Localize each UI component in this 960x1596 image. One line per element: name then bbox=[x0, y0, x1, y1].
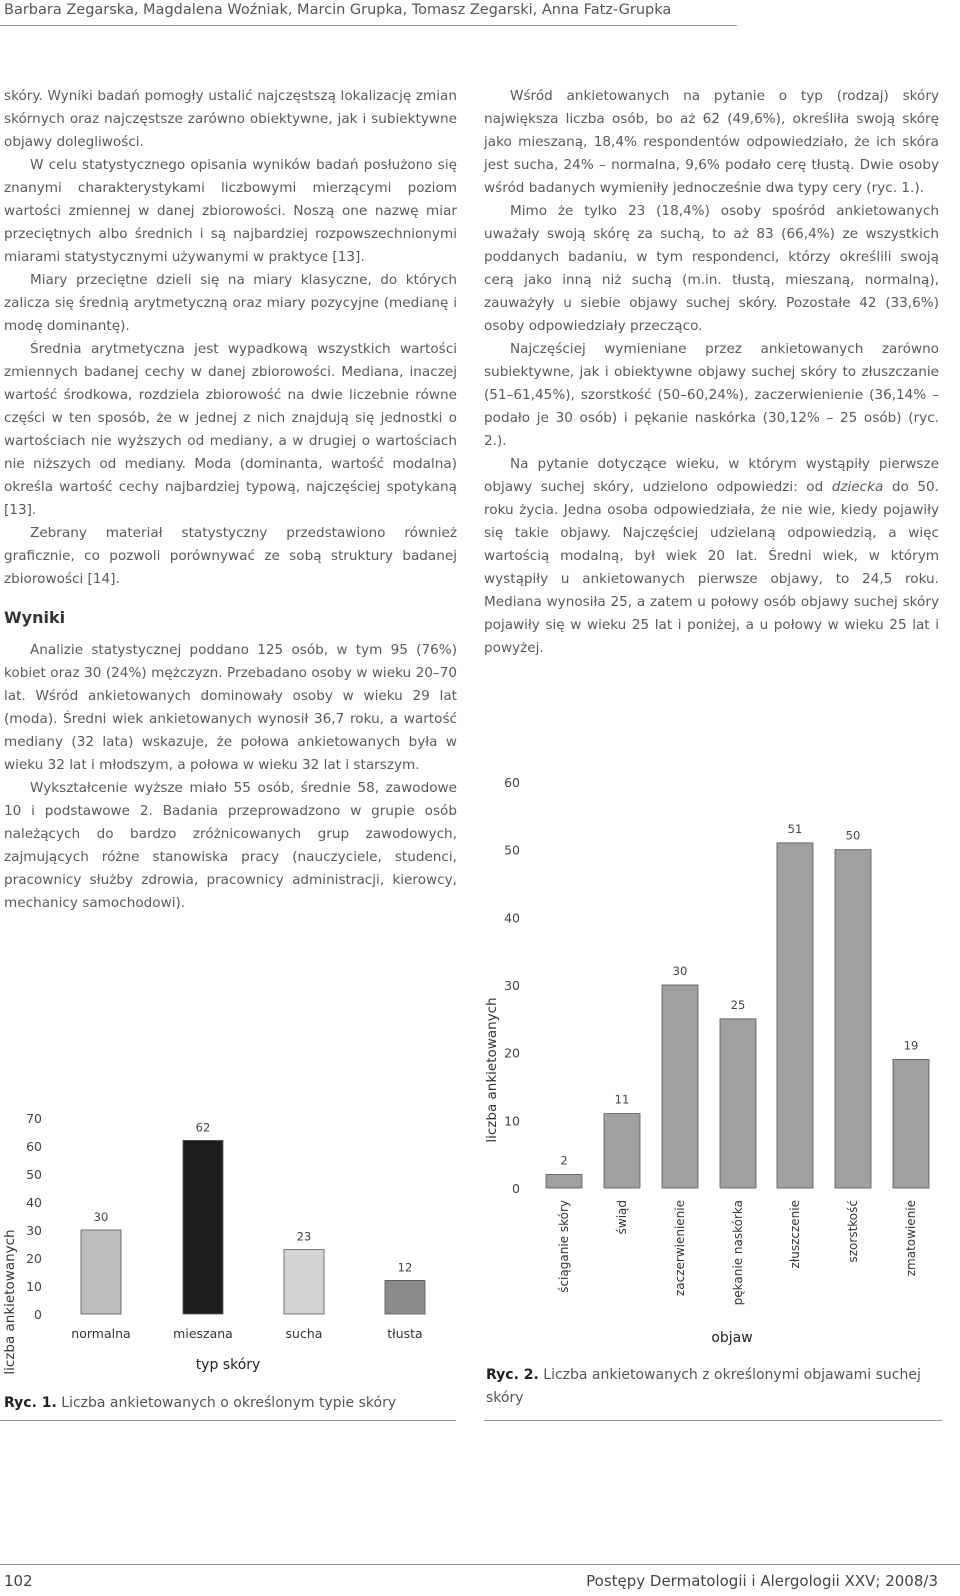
fig2-category-label: szorstkość bbox=[846, 1200, 860, 1263]
fig1-bars bbox=[81, 1140, 425, 1314]
page-number: 102 bbox=[4, 1572, 33, 1590]
right-paragraph-4b: do 50. roku życia. Jedna osoba odpowiedziała, że nie wie, kiedy pojawiły się takie objawy. Najczęściej udzielaną odpowiedzią, a więc wartością modalną, był wiek 20 lat. Średni wiek, w którym wystąpiły u ankietowanych pierwsze objawy, to 24,5 roku. Mediana wynosiła 25, a zatem u połowy osób objawy suchej skóry pojawiły się w wieku 25 lat i poniżej, a u połowy w wieku 25 lat i powyżej. bbox=[484, 479, 939, 656]
right-paragraph-2: Mimo że tylko 23 (18,4%) osoby spośród ankietowanych uważały swoją skórę za suchą, to aż 83 (66,4%) ze wszystkich poddanych badaniu, w tym respondenci, którzy określili swoją cerą jako inną niż suchą (m.in. tłustą, mieszaną, normalną), zauważyły u siebie objawy suchej skóry. Pozostałe 42 (33,6%) osoby odpowiedziały przecząco. bbox=[484, 203, 939, 334]
fig2-ytick: 20 bbox=[504, 1045, 520, 1061]
left-paragraph-1: skóry. Wyniki badań pomogły ustalić najczęstszą lokalizację zmian skórnych oraz najczęstsze zarówno obiektywne, jak i subiektywne objawy dolegliwości. bbox=[4, 88, 457, 150]
fig2-category-label: złuszczenie bbox=[788, 1200, 802, 1269]
right-paragraph-4a: Na pytanie dotyczące wieku, w którym wystąpiły pierwsze objawy suchej skóry, udzielono odpowiedzi: od bbox=[484, 456, 939, 495]
right-paragraph-4-emphasis: dziecka bbox=[831, 479, 884, 495]
fig2-bar bbox=[604, 1114, 640, 1188]
fig2-category-label: ściąganie skóry bbox=[557, 1200, 571, 1293]
left-paragraph-6: Analizie statystycznej poddano 125 osób, w tym 95 (76%) kobiet oraz 30 (24%) mężczyzn. Przebadano osoby w wieku 20–70 lat. Wśród ankietowanych dominowały osoby w wieku 29 lat (moda). Średni wiek ankietowanych wynosił 36,7 roku, a wartość mediany (32 lata) wskazuje, że połowa ankietowanych była w wieku 32 lat i młodszym, a połowa w wieku 32 lat i starszym. bbox=[4, 642, 457, 773]
fig2-ytick: 10 bbox=[504, 1113, 520, 1129]
fig2-category-label: zaczerwienienie bbox=[673, 1200, 687, 1297]
fig1-bar bbox=[183, 1140, 223, 1314]
fig1-rule bbox=[0, 1420, 456, 1421]
fig1-ytick: 60 bbox=[26, 1139, 42, 1154]
fig2-caption-text: Liczba ankietowanych z określonymi objawami suchej skóry bbox=[486, 1367, 921, 1406]
fig2-value-label: 19 bbox=[903, 1038, 919, 1053]
fig2-category-label: pękanie naskórka bbox=[731, 1200, 745, 1306]
fig2-bar-chart bbox=[482, 770, 947, 1355]
fig2-bar bbox=[893, 1059, 929, 1188]
journal-name: Postępy Dermatologii i Alergologii XXV; 2008/3 bbox=[586, 1572, 938, 1590]
fig2-xlabel: objaw bbox=[711, 1330, 753, 1346]
fig1-category-label: sucha bbox=[285, 1326, 323, 1341]
fig2-value-label: 11 bbox=[614, 1092, 630, 1107]
fig2-bar bbox=[777, 843, 813, 1188]
fig1-value-label: 12 bbox=[397, 1260, 413, 1275]
fig1-caption-label: Ryc. 1. bbox=[4, 1395, 57, 1411]
fig1-ytick: 50 bbox=[26, 1167, 42, 1182]
fig1-ytick: 10 bbox=[26, 1279, 42, 1294]
fig2-value-label: 30 bbox=[672, 964, 688, 978]
fig1-ytick: 70 bbox=[26, 1111, 42, 1126]
fig2-value-label: 2 bbox=[560, 1153, 568, 1168]
fig2-category-label: świąd bbox=[615, 1200, 629, 1235]
right-paragraph-4 bbox=[484, 453, 939, 660]
fig1-category-label: normalna bbox=[71, 1326, 131, 1341]
fig1-value-label: 62 bbox=[195, 1120, 211, 1135]
fig1-xlabel: typ skóry bbox=[195, 1357, 261, 1373]
fig1-category-labels bbox=[71, 1326, 422, 1341]
fig2-category-labels bbox=[557, 1200, 918, 1305]
fig1-category-label: tłusta bbox=[387, 1326, 423, 1341]
fig1-ylabel: liczba ankietowanych bbox=[2, 1229, 18, 1375]
fig2-value-label: 51 bbox=[787, 821, 803, 836]
fig2-ytick: 50 bbox=[504, 842, 520, 858]
footer-rule bbox=[0, 1564, 960, 1565]
left-column bbox=[4, 85, 457, 915]
left-paragraph-5: Zebrany materiał statystyczny przedstawiono również graficznie, co pozwoli porównywać ze sobą struktury badanej zbiorowości [14]. bbox=[4, 525, 457, 587]
fig2-y-ticks bbox=[504, 775, 520, 1196]
left-paragraph-3: Miary przeciętne dzieli się na miary klasyczne, do których zalicza się średnią arytmetyczną oraz miary pozycyjne (medianę i modę dominantę). bbox=[4, 272, 457, 334]
fig1-caption-text: Liczba ankietowanych o określonym typie skóry bbox=[56, 1395, 397, 1411]
fig1-bar bbox=[284, 1250, 324, 1314]
header-rule bbox=[0, 25, 737, 26]
fig2-ytick: 30 bbox=[504, 978, 520, 993]
fig2-rule bbox=[484, 1420, 942, 1421]
fig1-bar-chart bbox=[0, 1100, 460, 1390]
fig2-bars bbox=[546, 843, 929, 1188]
fig2-caption bbox=[486, 1364, 941, 1410]
left-paragraph-4: Średnia arytmetyczna jest wypadkową wszystkich wartości zmiennych badanej cechy w danej zbiorowości. Mediana, inaczej wartość środkowa, rozdziela zbiorowość na dwie liczebnie równe części w ten sposób, że w jednej z nich znajdują się jednostki o wartościach nie wyższych od mediany, a w drugiej o wartościach nie niższych od mediany. Moda (dominanta, wartość modalna) określa wartość cechy najbardziej typową, najczęściej spotykaną [13]. bbox=[4, 341, 457, 518]
fig1-ytick: 20 bbox=[26, 1251, 42, 1266]
fig2-ylabel: liczba ankietowanych bbox=[484, 997, 500, 1143]
fig1-value-labels bbox=[94, 1120, 413, 1274]
fig2-bar bbox=[720, 1019, 756, 1188]
fig1-caption bbox=[4, 1392, 456, 1415]
fig2-caption-label: Ryc. 2. bbox=[486, 1367, 539, 1383]
right-column bbox=[484, 85, 939, 660]
left-paragraph-2: W celu statystycznego opisania wyników badań posłużono się znanymi charakterystykami liczbowymi mierzącymi poziom wartości zmiennej w danej zbiorowości. Noszą one nazwę miar przeciętnych albo średnich i są najbardziej rozpowszechnionymi miarami statystycznymi używanymi w praktyce [13]. bbox=[4, 157, 457, 265]
fig1-category-label: mieszana bbox=[173, 1326, 233, 1341]
fig2-value-label: 25 bbox=[730, 997, 746, 1012]
fig1-value-label: 30 bbox=[93, 1210, 109, 1224]
fig2-ytick: 40 bbox=[504, 910, 520, 926]
section-heading-wyniki: Wyniki bbox=[4, 608, 66, 627]
fig2-bar bbox=[662, 985, 698, 1188]
fig1-ytick: 40 bbox=[26, 1195, 42, 1210]
right-paragraph-3: Najczęściej wymieniane przez ankietowanych zarówno subiektywne, jak i obiektywne objawy suchej skóry to złuszczanie (51–61,45%), szorstkość (50–60,24%), zaczerwienienie (36,14% – podało je 30 osób) i pękanie naskórka (30,12% – 25 osób) (ryc. 2.). bbox=[484, 341, 939, 449]
fig1-y-ticks bbox=[26, 1111, 42, 1322]
fig2-bar bbox=[835, 850, 871, 1188]
fig2-value-label: 50 bbox=[845, 828, 861, 843]
fig2-ytick: 0 bbox=[512, 1181, 520, 1196]
left-paragraph-7: Wykształcenie wyższe miało 55 osób, średnie 58, zawodowe 10 i podstawowe 2. Badania przeprowadzono w grupie osób należących do bardzo zróżnicowanych grup zawodowych, zajmujących różne stanowiska pracy (nauczyciele, studenci, pracownicy służby zdrowia, pracownicy administracji, kierowcy, mechanicy samochodowi). bbox=[4, 780, 457, 911]
running-header: Barbara Zegarska, Magdalena Woźniak, Marcin Grupka, Tomasz Zegarski, Anna Fatz-Grupka bbox=[4, 2, 672, 18]
fig1-ytick: 0 bbox=[34, 1307, 42, 1322]
fig1-bar bbox=[385, 1280, 425, 1314]
fig2-ytick: 60 bbox=[504, 775, 520, 790]
fig2-bar bbox=[546, 1174, 582, 1188]
fig1-ytick: 30 bbox=[26, 1223, 42, 1238]
fig1-bar bbox=[81, 1230, 121, 1314]
right-paragraph-1: Wśród ankietowanych na pytanie o typ (rodzaj) skóry największa liczba osób, bo aż 62 (49,6%), określiła swoją skórę jako mieszaną, 18,4% respondentów odpowiedziało, że ich skóra jest sucha, 24% – normalna, 9,6% podało cerę tłustą. Dwie osoby wśród badanych wymieniły jednocześnie dwa typy cery (ryc. 1.). bbox=[484, 88, 939, 196]
fig2-category-label: zmatowienie bbox=[904, 1200, 918, 1277]
fig1-value-label: 23 bbox=[296, 1229, 312, 1244]
